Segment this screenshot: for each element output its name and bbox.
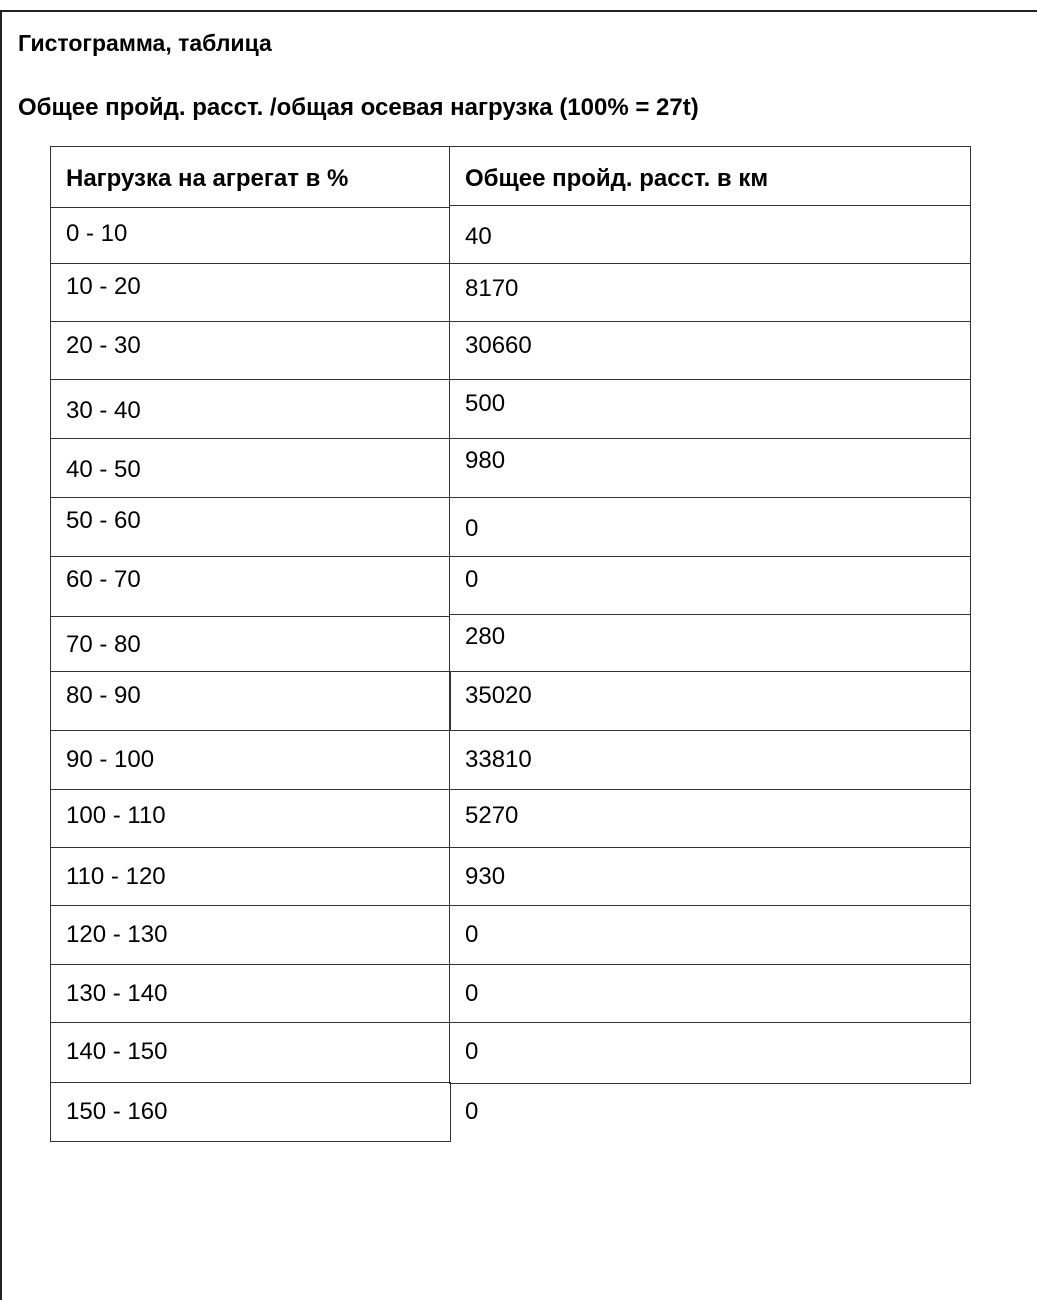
table-row-distance (449, 438, 971, 498)
table-row-distance (449, 789, 971, 848)
table-row-load (50, 207, 450, 264)
table-row-distance (449, 847, 971, 906)
page-title: Гистограмма, таблица (18, 30, 272, 56)
load-range-value: 120 - 130 (66, 921, 168, 948)
table-row-distance (449, 1022, 971, 1084)
table-row-load (50, 964, 450, 1023)
table-row-load (50, 847, 450, 906)
table-row-distance (449, 263, 971, 322)
load-range-value: 20 - 30 (66, 332, 141, 359)
load-range-value: 150 - 160 (66, 1098, 168, 1125)
header-distance-km-label: Общее пройд. расст. в км (465, 165, 769, 192)
table-row-distance (449, 614, 971, 672)
table-row-distance (449, 671, 971, 731)
load-range-value: 70 - 80 (66, 631, 141, 658)
distance-value: 0 (465, 566, 479, 593)
table-row-load (50, 730, 450, 790)
table-row-load (50, 438, 450, 498)
distance-value: 0 (465, 1038, 479, 1065)
distance-value: 500 (465, 390, 506, 417)
table-row-load (50, 671, 451, 731)
table-row-load (50, 497, 450, 557)
distance-value: 930 (465, 863, 506, 890)
table-row-distance (449, 964, 971, 1023)
distance-value: 40 (465, 223, 492, 250)
load-range-value: 0 - 10 (66, 220, 128, 247)
distance-value: 0 (465, 921, 479, 948)
table-row-distance (449, 1083, 971, 1142)
load-range-value: 10 - 20 (66, 273, 141, 300)
distance-value: 0 (465, 1098, 479, 1125)
table-row-distance (449, 205, 971, 264)
distance-value: 8170 (465, 275, 519, 302)
distance-value: 33810 (465, 746, 532, 773)
table-row-distance (449, 556, 971, 615)
distance-value: 35020 (465, 682, 532, 709)
table-row-load (50, 1022, 450, 1083)
header-distance-km (449, 146, 971, 206)
load-range-value: 140 - 150 (66, 1038, 168, 1065)
load-range-value: 90 - 100 (66, 746, 155, 773)
distance-value: 0 (465, 515, 479, 542)
distance-value: 980 (465, 447, 506, 474)
load-range-value: 40 - 50 (66, 456, 141, 483)
table-caption: Общее пройд. расст. /общая осевая нагрузка (100% = 27t) (18, 94, 699, 121)
table-row-load (50, 263, 450, 322)
load-range-value: 30 - 40 (66, 397, 141, 424)
load-range-value: 130 - 140 (66, 980, 168, 1007)
table-row-load (50, 1082, 451, 1142)
table-row-distance (449, 730, 971, 790)
table-row-load (50, 379, 450, 439)
load-range-value: 50 - 60 (66, 507, 141, 534)
table-row-load (50, 789, 450, 848)
table-row-load (50, 556, 450, 617)
distance-value: 280 (465, 623, 506, 650)
header-load-percent (50, 146, 450, 208)
load-range-value: 60 - 70 (66, 566, 141, 593)
load-range-value: 100 - 110 (66, 802, 166, 829)
table-row-load (50, 616, 450, 672)
table-row-distance (449, 497, 971, 557)
table-row-distance (449, 321, 971, 380)
table-row-load (50, 905, 450, 965)
header-load-percent-label: Нагрузка на агрегат в % (66, 165, 349, 192)
load-range-value: 80 - 90 (66, 682, 141, 709)
distance-value: 30660 (465, 332, 532, 359)
load-range-value: 110 - 120 (66, 863, 166, 890)
distance-value: 0 (465, 980, 479, 1007)
table-row-load (50, 321, 450, 380)
table-row-distance (449, 905, 971, 965)
table-row-distance (449, 379, 971, 439)
distance-value: 5270 (465, 802, 519, 829)
